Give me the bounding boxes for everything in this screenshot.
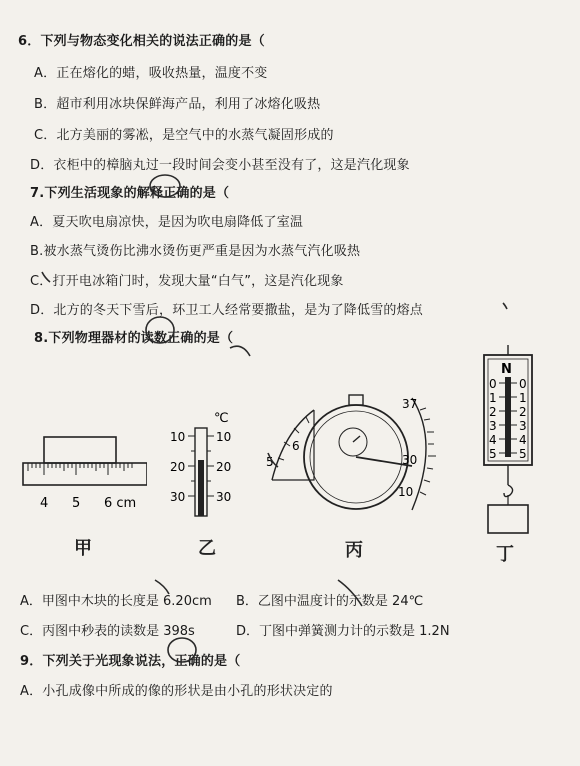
spring-scale-unit: N (501, 362, 512, 377)
figure-jia-label: 甲 (74, 538, 92, 559)
stopwatch-minute-tick: 6 (292, 439, 300, 453)
thermometer-tick-right: 30 (216, 490, 232, 504)
question-7-option-b: B.被水蒸气烫伤比沸水烫伤更严重是因为水蒸气汽化吸热 (30, 244, 361, 259)
ruler-tick-label: 6 cm (104, 496, 137, 511)
question-8-option-b: B．乙图中温度计的示数是 24℃ (236, 594, 424, 609)
pen-stroke-mark (503, 303, 507, 309)
question-7-option-d: D．北方的冬天下雪后，环卫工人经常要撒盐，是为了降低雪的熔点 (30, 303, 424, 318)
thermometer-unit: ℃ (214, 411, 229, 426)
spring-scale-spring (505, 377, 511, 457)
question-9-option-a: A．小孔成像中所成的像的形状是由小孔的形状决定的 (20, 684, 333, 699)
spring-scale-tick: 4 (489, 433, 497, 447)
spring-scale-tick: 0 (519, 377, 527, 391)
stopwatch-minute-tick: 5 (266, 455, 274, 469)
stopwatch-second-tick: 30 (402, 453, 418, 467)
pen-stroke-mark (230, 346, 250, 356)
spring-scale-tick: 4 (519, 433, 527, 447)
thermometer-liquid-column (198, 460, 204, 516)
spring-scale-tick: 2 (489, 405, 497, 419)
spring-scale-tick: 1 (519, 391, 527, 405)
thermometer-tick-right: 20 (216, 460, 232, 474)
spring-scale-tick: 1 (489, 391, 497, 405)
question-6-stem: 6．下列与物态变化相关的说法正确的是（ (18, 34, 265, 49)
thermometer-tick-left: 20 (170, 460, 186, 474)
question-8-option-c: C．丙图中秒表的读数是 398s (20, 624, 195, 639)
spring-scale-tick: 5 (489, 447, 497, 461)
question-6-option-c: C．北方美丽的雾凇，是空气中的水蒸气凝固形成的 (34, 128, 334, 143)
thermometer-tick-right: 10 (216, 430, 232, 444)
question-6-option-a: A．正在熔化的蜡，吸收热量，温度不变 (34, 66, 268, 81)
spring-scale-tick: 3 (519, 419, 527, 433)
question-7-option-a: A．夏天吹电扇凉快，是因为吹电扇降低了室温 (30, 215, 304, 230)
stopwatch-second-tick: 37 (402, 397, 418, 411)
question-6-option-b: B．超市利用冰块保鲜海产品，利用了冰熔化吸热 (34, 97, 321, 112)
thermometer-tick-left: 10 (170, 430, 186, 444)
spring-scale-hook (504, 485, 513, 497)
thermometer-tick-left: 30 (170, 490, 186, 504)
figure-ding-spring-scale (470, 345, 550, 540)
wooden-block (44, 437, 116, 463)
question-7-stem: 7.下列生活现象的解释正确的是（ (30, 186, 230, 201)
figure-jia-ruler (22, 425, 147, 520)
question-7-option-c: C．打开电冰箱门时，发现大量“白气”，这是汽化现象 (30, 274, 344, 289)
spring-scale-tick: 0 (489, 377, 497, 391)
spring-scale-tick: 5 (519, 447, 527, 461)
hanging-weight (488, 505, 528, 533)
ruler-tick-label: 5 (72, 496, 81, 511)
question-8-stem: 8.下列物理器材的读数正确的是（ (34, 331, 234, 346)
figure-bing-label: 丙 (345, 540, 363, 561)
figure-ding-label: 丁 (496, 544, 514, 565)
question-9-stem: 9．下列关于光现象说法，正确的是（ (20, 654, 241, 669)
question-8-option-a: A．甲图中木块的长度是 6.20cm (20, 594, 212, 609)
spring-scale-tick: 2 (519, 405, 527, 419)
figure-yi-thermometer (168, 408, 248, 518)
stopwatch-second-tick: 10 (398, 485, 414, 499)
figure-bing-stopwatch (262, 392, 447, 522)
spring-scale-tick: 3 (489, 419, 497, 433)
figure-yi-label: 乙 (198, 538, 216, 559)
question-6-option-d: D．衣柜中的樟脑丸过一段时间会变小甚至没有了，这是汽化现象 (30, 158, 410, 173)
question-8-option-d: D．丁图中弹簧测力计的示数是 1.2N (236, 624, 450, 639)
stopwatch-minute-hand (353, 436, 360, 442)
ruler-tick-label: 4 (40, 496, 49, 511)
